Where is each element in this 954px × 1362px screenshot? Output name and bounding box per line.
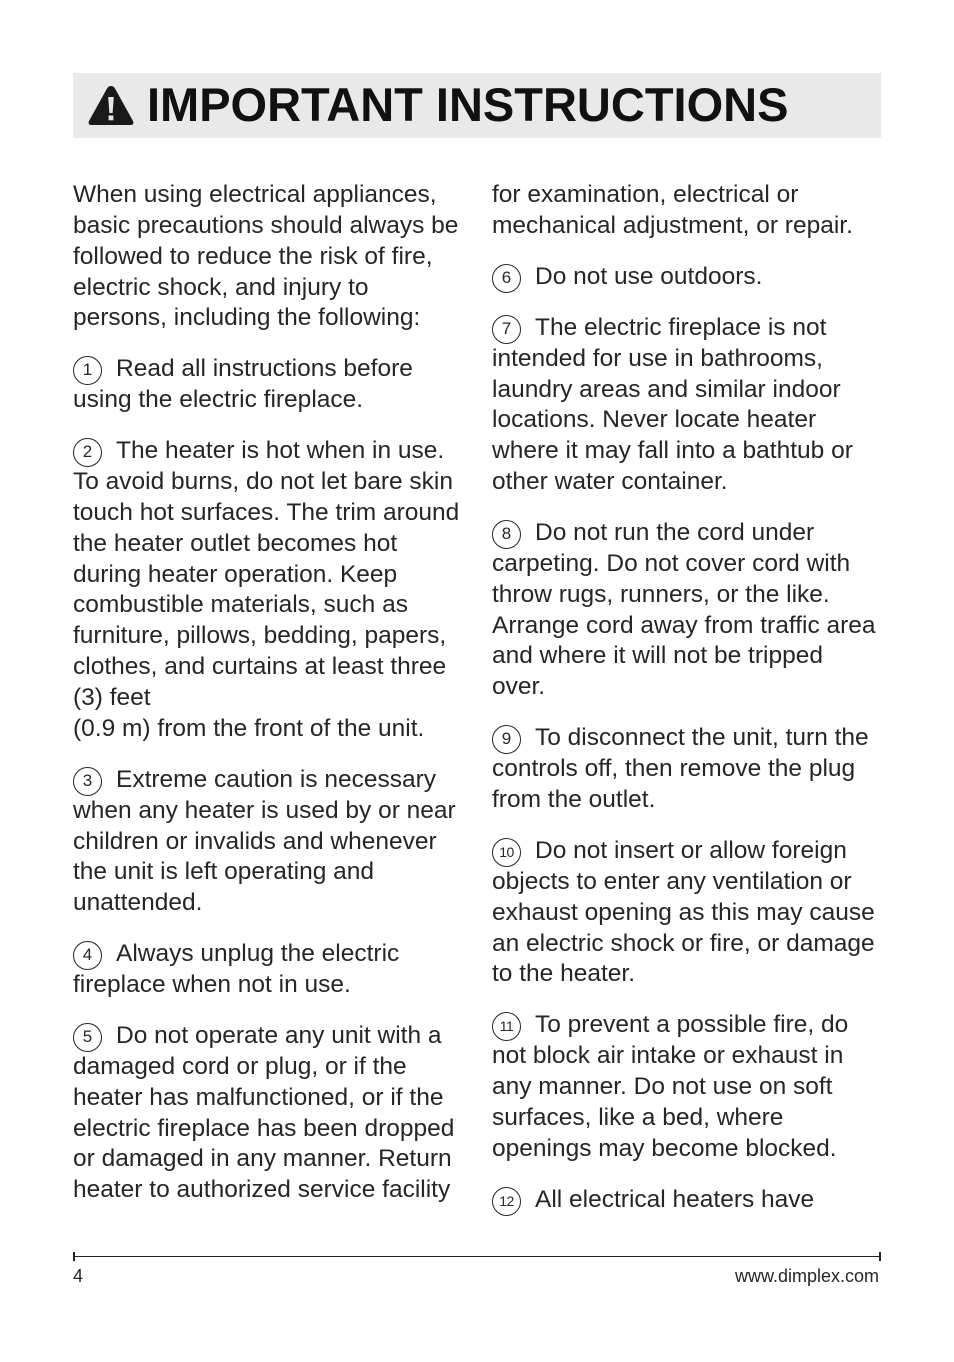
instruction-item-6 [492,262,882,293]
item-number-11: 11 [492,1012,521,1041]
instruction-text-8: Do not run the cord under carpeting. Do not cover cord with throw rugs, runners, or the like. Arrange cord away from traffic area and where it will not be tripped over. [492,518,876,701]
instruction-text-11: To prevent a possible fire, do not block air intake or exhaust in any manner. Do not use on soft surfaces, like a bed, where openings may become blocked. [492,1011,849,1162]
page-number: 4 [73,1266,84,1286]
instruction-text-6: Do not use outdoors. [535,262,763,290]
instruction-item-3 [73,765,468,919]
item-number-7: 7 [492,315,521,344]
instruction-text-10: Do not insert or allow foreign objects to enter any ventilation or exhaust opening as this may cause an electric shock or fire, or damage to the heater. [492,836,875,988]
item-number-12: 12 [492,1187,521,1216]
footer-divider-right-tick [879,1252,881,1261]
instruction-item-11 [492,1010,882,1164]
right-column [492,180,882,1236]
instruction-text-5-cont: for examination, electrical or mechanical adjustment, or repair. [492,181,853,239]
instruction-item-5 [73,1021,468,1206]
item-number-4: 4 [73,941,102,970]
instruction-text-3: Extreme caution is necessary when any heater is used by or near children or invalids and whenever the unit is left operating and unattended. [73,765,456,917]
instruction-item-9 [492,723,882,816]
title-banner [73,73,881,138]
instruction-text-1: Read all instructions before using the electric fireplace. [73,355,413,414]
instruction-text-12: All electrical heaters have [535,1185,815,1213]
instruction-item-8 [492,518,882,703]
website-link[interactable]: www.dimplex.com [734,1266,879,1286]
item-number-5: 5 [73,1023,102,1052]
instruction-item-10 [492,836,882,990]
instruction-text-9: To disconnect the unit, turn the controls off, then remove the plug from the outlet. [492,724,869,813]
item-number-2: 2 [73,438,102,467]
left-column [73,180,468,1226]
instruction-text-4: Always unplug the electric fireplace when not in use. [73,940,400,999]
footer-divider [73,1256,881,1257]
instruction-text-7: The electric fireplace is not intended for use in bathrooms, laundry areas and similar indoor locations. Never locate heater where it may fall into a bathtub or other water container. [492,313,853,496]
item-number-9: 9 [492,725,521,754]
instruction-text-2: The heater is hot when in use. To avoid burns, do not let bare skin touch hot surfaces. The trim around the heater outlet becomes hot during heater operation. Keep combustible materials, such as furniture, pillows, bedding, papers, clothes, and curtains at least three (3) feet [73,437,460,711]
item-number-1: 1 [73,356,102,385]
instruction-item-7 [492,313,882,498]
instruction-item-5-continued [492,180,882,242]
warning-triangle-icon [87,84,135,127]
instruction-item-12 [492,1185,882,1216]
instruction-item-1 [73,354,468,416]
item-number-8: 8 [492,520,521,549]
instruction-item-4 [73,939,468,1001]
instruction-text-5: Do not operate any unit with a damaged cord or plug, or if the heater has malfunctioned, or if the electric fireplace has been dropped or damaged in any manner. Return heater to authorized service facility [73,1021,455,1204]
instruction-text-2-cont: (0.9 m) from the front of the unit. [73,714,425,742]
item-number-6: 6 [492,264,521,293]
intro-paragraph: When using electrical appliances, basic precautions should always be followed to reduce the risk of fire, electric shock, and injury to persons, including the following: [73,181,459,332]
page-title: IMPORTANT INSTRUCTIONS [147,78,789,131]
item-number-10: 10 [492,838,521,867]
instruction-item-2 [73,436,468,745]
footer-divider-left-tick [73,1252,75,1261]
item-number-3: 3 [73,767,102,796]
